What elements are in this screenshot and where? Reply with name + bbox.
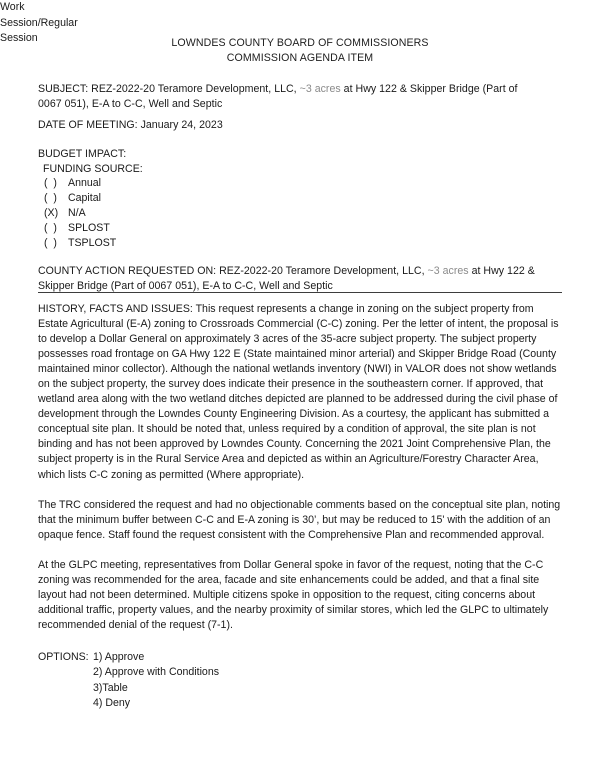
history-facts-issues-section <box>38 302 565 633</box>
history-paragraph-3: At the GLPC meeting, representatives from Dollar General spoke in favor of the request, noting that the C-C zoning was recommended for the area, facade and site enhancements could be added, and that a final site layout had not been determined. Multiple citizens spoke in opposition to the request, citing concerns about additional traffic, property values, and the nearby proximity of similar stores, which led the GLPC to ultimately recommended denial of the request (7-1). <box>38 558 549 631</box>
session-note-line-2: Session/Regular <box>0 16 78 29</box>
funding-label-annual: Annual <box>68 177 101 189</box>
funding-checkbox-capital[interactable]: ( ) <box>44 192 57 205</box>
option-item-3[interactable]: 3)Table <box>93 681 128 694</box>
county-action-text-before: REZ-2022-20 Teramore Development, LLC, <box>219 265 428 277</box>
funding-source-options <box>44 176 284 251</box>
funding-label-na: N/A <box>68 207 86 220</box>
funding-option-splost[interactable] <box>44 221 284 236</box>
funding-label-capital: Capital <box>68 192 101 205</box>
budget-impact-block <box>38 147 368 177</box>
county-action-acreage-highlight: ~3 acres <box>427 265 469 277</box>
funding-option-na[interactable] <box>44 206 284 221</box>
options-section <box>38 650 219 711</box>
horizontal-divider <box>38 292 562 293</box>
subject-label: SUBJECT: <box>38 83 92 95</box>
meeting-date-label: DATE OF MEETING: <box>38 119 141 131</box>
session-note-line-1: Work <box>0 1 25 13</box>
options-row-1 <box>38 650 219 665</box>
history-paragraph-2: The TRC considered the request and had no objectionable comments based on the conceptual site plan, noting that the minimum buffer between C-C and E-A zoning is 30’, but may be reduced to 15' with the addition of an opaque fence. Staff found the request consistent with the Comprehensive Plan and recommended approval. <box>38 498 561 541</box>
subject-acreage-highlight: ~3 acres <box>299 83 341 95</box>
funding-checkbox-splost[interactable]: ( ) <box>44 222 57 235</box>
option-item-1[interactable]: 1) Approve <box>93 651 145 663</box>
funding-label-tsplost: TSPLOST <box>68 237 117 250</box>
header-line-2: COMMISSION AGENDA ITEM <box>226 52 374 64</box>
budget-impact-label: BUDGET IMPACT: <box>38 148 127 160</box>
meeting-date-block <box>38 118 368 133</box>
funding-label-splost: SPLOST <box>68 222 110 235</box>
funding-checkbox-na[interactable]: (X) <box>44 207 59 220</box>
funding-checkbox-annual[interactable]: ( ) <box>44 177 57 189</box>
funding-option-capital[interactable] <box>44 191 284 206</box>
county-action-block <box>38 264 563 294</box>
option-item-2[interactable]: 2) Approve with Conditions <box>93 666 220 679</box>
funding-option-annual[interactable] <box>44 176 284 191</box>
document-header <box>0 36 600 66</box>
options-label: OPTIONS: <box>38 651 89 663</box>
subject-text-before: REZ-2022-20 Teramore Development, LLC, <box>91 83 300 95</box>
funding-checkbox-tsplost[interactable]: ( ) <box>44 237 57 250</box>
option-item-4[interactable]: 4) Deny <box>93 696 131 709</box>
session-note-line-3: Session <box>0 32 38 44</box>
meeting-date-value: January 24, 2023 <box>140 119 223 131</box>
county-action-label: COUNTY ACTION REQUESTED ON: <box>38 265 220 277</box>
funding-source-label: FUNDING SOURCE: <box>43 163 143 175</box>
funding-option-tsplost[interactable] <box>44 236 284 251</box>
options-row-3 <box>38 681 219 696</box>
subject-text-after: at Hwy 122 & Skipper Bridge (Part of 0067 051), E-A to C-C, Well and Septic <box>38 83 518 110</box>
county-action-text-after: at Hwy 122 & Skipper Bridge (Part of 0067 051), E-A to C-C, Well and Septic <box>38 265 535 292</box>
history-paragraph-1: HISTORY, FACTS AND ISSUES: This request represents a change in zoning on the subject property from Estate Agricultural (E-A) zoning to Crossroads Commercial (C-C) zoning. Per the letter of intent, the proposal is to develop a Dollar General on approximately 3 acres of the 35-acre subject property. The subject property possesses road frontage on GA Hwy 122 E (State maintained minor arterial) and Skipper Bridge Road (County maintained minor collector). Although the national wetlands inventory (NWI) in VALOR does not show wetlands on the subject property, the survey does indicate their presence in the southeastern corner. If approved, that wetland area along with the two wetland ditches depicted are planned to be addressed during the civil phase of development through the Lowndes County Engineering Division. As a courtesy, the applicant has submitted a conceptual site plan. It should be noted that, unless required by a condition of approval, the site plan is not binding and has not been approved by Lowndes County. Concerning the 2021 Joint Comprehensive Plan, the subject property is in the Rural Service Area and depicted as within an Agriculture/Forestry Character Area, which lists C-C zoning as permitted (Where appropriate). <box>38 303 559 481</box>
subject-block <box>38 82 538 112</box>
header-line-1: LOWNDES COUNTY BOARD OF COMMISSIONERS <box>171 37 429 49</box>
options-row-2 <box>38 665 219 680</box>
options-row-4 <box>38 696 219 711</box>
